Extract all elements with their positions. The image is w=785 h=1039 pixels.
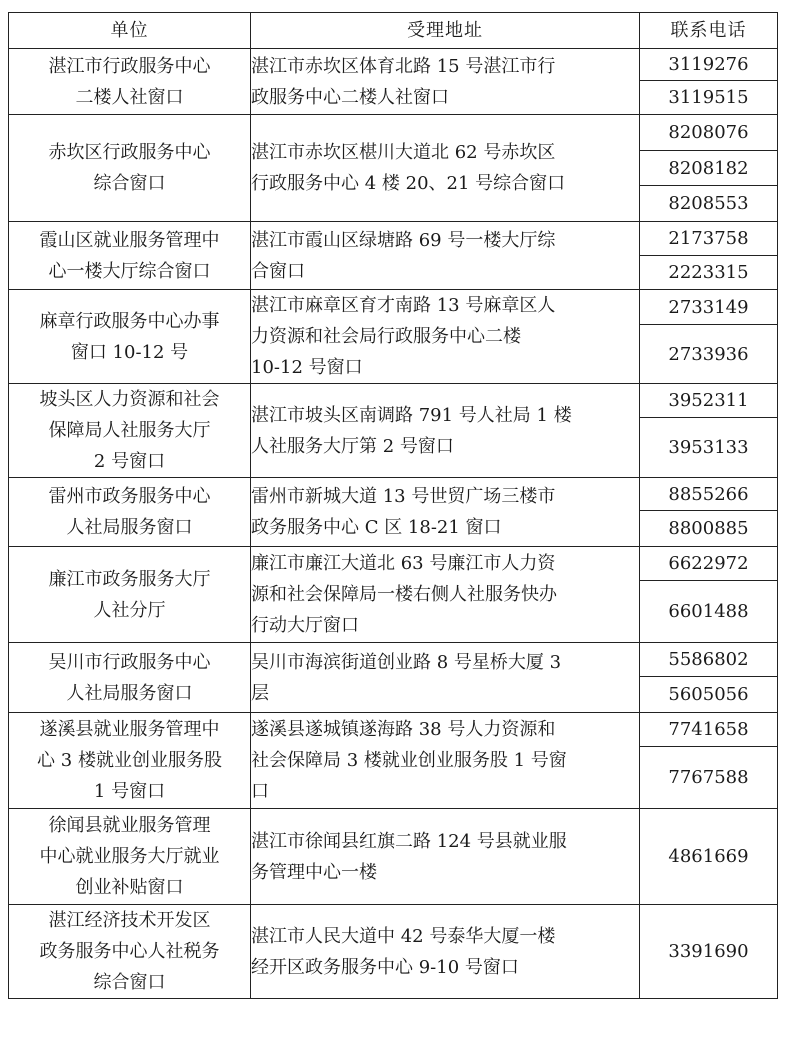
phone-cell: 3119276 bbox=[640, 49, 778, 81]
unit-line: 1 号窗口 bbox=[93, 781, 166, 802]
unit-line: 霞山区就业服务管理中 bbox=[39, 229, 220, 251]
address-line: 口 bbox=[251, 781, 269, 802]
address-line: 湛江市赤坎区体育北路 15 号湛江市行 bbox=[251, 55, 556, 77]
phone-cell: 6622972 bbox=[640, 547, 778, 581]
header-address: 受理地址 bbox=[251, 13, 640, 49]
unit-line: 赤坎区行政服务中心 bbox=[48, 142, 211, 163]
unit-line: 综合窗口 bbox=[93, 173, 166, 194]
unit-line: 创业补贴窗口 bbox=[75, 877, 184, 898]
table-row bbox=[9, 290, 778, 325]
address-line: 湛江市坡头区南调路 791 号人社局 1 楼 bbox=[251, 404, 572, 426]
unit-line: 心 3 楼就业创业服务股 bbox=[37, 750, 222, 771]
unit-line: 综合窗口 bbox=[93, 972, 166, 993]
address-cell bbox=[251, 384, 640, 478]
address-line: 廉江市廉江大道北 63 号廉江市人力资 bbox=[251, 553, 556, 574]
unit-line: 心一楼大厅综合窗口 bbox=[48, 260, 211, 282]
unit-line: 廉江市政务服务大厅 bbox=[48, 568, 211, 590]
address-cell bbox=[251, 809, 640, 905]
table-row bbox=[9, 222, 778, 256]
phone-cell: 5586802 bbox=[640, 643, 778, 677]
address-line: 层 bbox=[251, 682, 269, 704]
table-row bbox=[9, 713, 778, 747]
table-header-row bbox=[9, 13, 778, 49]
table-row bbox=[9, 49, 778, 81]
phone-cell: 8208182 bbox=[640, 151, 778, 186]
unit-cell bbox=[9, 290, 251, 384]
phone-cell: 2223315 bbox=[640, 256, 778, 290]
table-row bbox=[9, 478, 778, 511]
address-line: 经开区政务服务中心 9-10 号窗口 bbox=[251, 956, 519, 978]
address-line: 行动大厅窗口 bbox=[251, 615, 359, 636]
table-row bbox=[9, 643, 778, 677]
address-cell bbox=[251, 643, 640, 713]
address-line: 湛江市人民大道中 42 号泰华大厦一楼 bbox=[251, 925, 556, 947]
address-line: 社会保障局 3 楼就业创业服务股 1 号窗 bbox=[251, 750, 567, 771]
unit-cell bbox=[9, 49, 251, 115]
table-row bbox=[9, 115, 778, 151]
table-row bbox=[9, 384, 778, 418]
address-cell bbox=[251, 905, 640, 999]
address-line: 湛江市麻章区育才南路 13 号麻章区人 bbox=[251, 295, 556, 316]
unit-line: 人社分厅 bbox=[93, 599, 166, 621]
address-line: 湛江市赤坎区椹川大道北 62 号赤坎区 bbox=[251, 142, 556, 163]
table-body bbox=[9, 49, 778, 999]
phone-cell: 8800885 bbox=[640, 511, 778, 547]
address-line: 政服务中心二楼人社窗口 bbox=[251, 86, 449, 108]
unit-cell bbox=[9, 643, 251, 713]
unit-cell bbox=[9, 905, 251, 999]
unit-cell bbox=[9, 713, 251, 809]
unit-cell bbox=[9, 222, 251, 290]
address-line: 源和社会保障局一楼右侧人社服务快办 bbox=[251, 584, 557, 605]
phone-cell: 8855266 bbox=[640, 478, 778, 511]
address-line: 湛江市徐闻县红旗二路 124 号县就业服 bbox=[251, 830, 567, 852]
phone-cell: 2733149 bbox=[640, 290, 778, 325]
table-row bbox=[9, 547, 778, 581]
unit-cell bbox=[9, 809, 251, 905]
phone-cell: 3119515 bbox=[640, 81, 778, 115]
unit-line: 人社局服务窗口 bbox=[66, 517, 193, 538]
address-line: 人社服务大厅第 2 号窗口 bbox=[251, 435, 454, 457]
unit-line: 窗口 10-12 号 bbox=[70, 341, 189, 363]
unit-line: 保障局人社服务大厅 bbox=[48, 420, 211, 441]
address-cell bbox=[251, 49, 640, 115]
address-cell bbox=[251, 222, 640, 290]
phone-cell: 8208076 bbox=[640, 115, 778, 151]
phone-cell: 3953133 bbox=[640, 418, 778, 478]
header-phone: 联系电话 bbox=[640, 13, 778, 49]
unit-line: 中心就业服务大厅就业 bbox=[39, 846, 220, 867]
address-cell bbox=[251, 115, 640, 222]
unit-line: 麻章行政服务中心办事 bbox=[39, 310, 220, 332]
phone-cell: 5605056 bbox=[640, 677, 778, 713]
address-line: 务管理中心一楼 bbox=[251, 861, 377, 883]
unit-line: 2 号窗口 bbox=[93, 451, 166, 472]
phone-cell: 7741658 bbox=[640, 713, 778, 747]
unit-line: 湛江市行政服务中心 bbox=[48, 55, 211, 77]
unit-cell bbox=[9, 115, 251, 222]
address-cell bbox=[251, 290, 640, 384]
service-window-table bbox=[8, 12, 778, 999]
address-line: 雷州市新城大道 13 号世贸广场三楼市 bbox=[251, 486, 556, 507]
address-line: 力资源和社会局行政服务中心二楼 bbox=[251, 326, 521, 347]
address-line: 湛江市霞山区绿塘路 69 号一楼大厅综 bbox=[251, 229, 556, 251]
phone-cell: 7767588 bbox=[640, 747, 778, 809]
address-line: 政务服务中心 C 区 18-21 窗口 bbox=[251, 517, 502, 538]
unit-line: 遂溪县就业服务管理中 bbox=[39, 719, 220, 740]
address-cell bbox=[251, 713, 640, 809]
phone-cell: 4861669 bbox=[640, 809, 778, 905]
table-row bbox=[9, 905, 778, 999]
unit-line: 湛江经济技术开发区 bbox=[48, 910, 211, 931]
phone-cell: 8208553 bbox=[640, 186, 778, 222]
table-row bbox=[9, 809, 778, 905]
phone-cell: 2733936 bbox=[640, 325, 778, 384]
address-line: 吴川市海滨街道创业路 8 号星桥大厦 3 bbox=[251, 651, 562, 673]
address-cell bbox=[251, 547, 640, 643]
phone-cell: 3391690 bbox=[640, 905, 778, 999]
unit-line: 人社局服务窗口 bbox=[66, 682, 193, 704]
unit-line: 徐闻县就业服务管理 bbox=[48, 815, 211, 836]
address-line: 遂溪县遂城镇遂海路 38 号人力资源和 bbox=[251, 719, 556, 740]
phone-cell: 6601488 bbox=[640, 581, 778, 643]
unit-line: 吴川市行政服务中心 bbox=[48, 651, 211, 673]
address-line: 10-12 号窗口 bbox=[251, 357, 363, 378]
unit-line: 政务服务中心人社税务 bbox=[39, 941, 220, 962]
address-cell bbox=[251, 478, 640, 547]
unit-cell bbox=[9, 478, 251, 547]
unit-cell bbox=[9, 547, 251, 643]
address-line: 合窗口 bbox=[251, 260, 305, 282]
phone-cell: 2173758 bbox=[640, 222, 778, 256]
address-line: 行政服务中心 4 楼 20、21 号综合窗口 bbox=[251, 173, 566, 194]
header-unit: 单位 bbox=[9, 13, 251, 49]
unit-line: 雷州市政务服务中心 bbox=[48, 486, 211, 507]
unit-line: 坡头区人力资源和社会 bbox=[39, 389, 220, 410]
phone-cell: 3952311 bbox=[640, 384, 778, 418]
unit-line: 二楼人社窗口 bbox=[75, 86, 184, 108]
unit-cell bbox=[9, 384, 251, 478]
